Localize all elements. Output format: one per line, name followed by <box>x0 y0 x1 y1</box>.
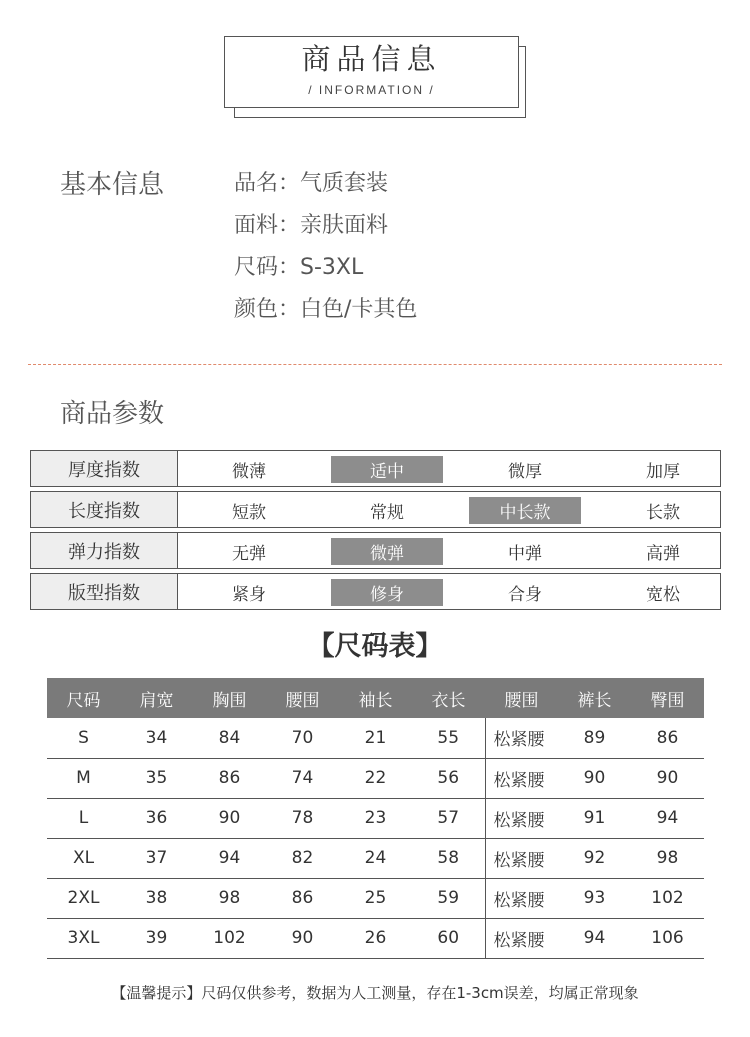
table-cell: 37 <box>120 838 193 878</box>
info-row-name <box>234 168 417 210</box>
param-label: 长度指数 <box>31 492 178 527</box>
column-header: 尺码 <box>47 678 120 718</box>
param-option: 微厚 <box>508 462 542 482</box>
info-label: 尺码： <box>234 255 301 280</box>
param-option: 紧身 <box>232 585 266 605</box>
param-options <box>178 533 720 568</box>
table-cell: 55 <box>412 718 485 758</box>
table-cell: 36 <box>120 798 193 838</box>
table-cell: 86 <box>266 878 339 918</box>
table-cell: S <box>47 718 120 758</box>
param-option: 常规 <box>370 503 404 523</box>
info-label: 品名： <box>234 171 301 196</box>
table-cell: 90 <box>558 758 631 798</box>
table-cell: 58 <box>412 838 485 878</box>
params-heading: 商品参数 <box>60 399 165 429</box>
table-cell: 松紧腰 <box>485 878 558 918</box>
param-row-fit <box>30 573 721 610</box>
table-cell: 86 <box>193 758 266 798</box>
table-row <box>47 838 704 878</box>
info-value: S-3XL <box>300 255 364 280</box>
param-label: 弹力指数 <box>31 533 178 568</box>
table-cell: 松紧腰 <box>485 918 558 958</box>
param-options <box>178 451 720 486</box>
table-cell: 21 <box>339 718 412 758</box>
param-option: 无弹 <box>232 544 266 564</box>
param-label: 厚度指数 <box>31 451 178 486</box>
table-cell: 86 <box>631 718 704 758</box>
header-box <box>224 36 519 108</box>
table-cell: 松紧腰 <box>485 718 558 758</box>
param-option: 微弹 <box>331 538 443 565</box>
section-divider <box>28 364 722 365</box>
table-cell: 57 <box>412 798 485 838</box>
table-cell: 102 <box>631 878 704 918</box>
table-cell: L <box>47 798 120 838</box>
table-row <box>47 798 704 838</box>
table-cell: 38 <box>120 878 193 918</box>
param-option: 适中 <box>331 456 443 483</box>
table-cell: 24 <box>339 838 412 878</box>
table-cell: 3XL <box>47 918 120 958</box>
table-row <box>47 918 704 958</box>
size-table <box>47 678 704 959</box>
param-options <box>178 574 720 609</box>
table-cell: 94 <box>193 838 266 878</box>
table-cell: 松紧腰 <box>485 838 558 878</box>
table-cell: 22 <box>339 758 412 798</box>
column-header: 臀围 <box>631 678 704 718</box>
table-cell: 92 <box>558 838 631 878</box>
table-cell: 93 <box>558 878 631 918</box>
table-cell: 34 <box>120 718 193 758</box>
column-header: 胸围 <box>193 678 266 718</box>
param-option: 合身 <box>508 585 542 605</box>
table-cell: 84 <box>193 718 266 758</box>
size-table-header <box>47 678 704 718</box>
table-cell: 39 <box>120 918 193 958</box>
table-row <box>47 718 704 758</box>
table-cell: 89 <box>558 718 631 758</box>
info-row-color <box>234 294 417 336</box>
param-row-elasticity <box>30 532 721 569</box>
size-chart-heading: 【尺码表】 <box>307 631 443 662</box>
table-row <box>47 758 704 798</box>
param-option: 宽松 <box>646 585 680 605</box>
table-cell: 23 <box>339 798 412 838</box>
param-options <box>178 492 720 527</box>
page-subtitle: / INFORMATION / <box>308 83 435 97</box>
table-cell: 102 <box>193 918 266 958</box>
table-cell: 56 <box>412 758 485 798</box>
table-cell: 70 <box>266 718 339 758</box>
basic-info-heading: 基本信息 <box>60 170 165 200</box>
info-label: 面料： <box>234 213 301 238</box>
column-header: 裤长 <box>558 678 631 718</box>
param-option: 中弹 <box>508 544 542 564</box>
table-cell: 松紧腰 <box>485 758 558 798</box>
column-header: 肩宽 <box>120 678 193 718</box>
column-header: 袖长 <box>339 678 412 718</box>
param-option: 短款 <box>232 503 266 523</box>
table-cell: 90 <box>266 918 339 958</box>
column-header: 腰围 <box>485 678 558 718</box>
table-cell: 90 <box>631 758 704 798</box>
table-cell: XL <box>47 838 120 878</box>
table-cell: 松紧腰 <box>485 798 558 838</box>
basic-info-list <box>234 168 417 336</box>
table-cell: 59 <box>412 878 485 918</box>
table-cell: 2XL <box>47 878 120 918</box>
column-header: 衣长 <box>412 678 485 718</box>
footnote: 【温馨提示】尺码仅供参考，数据为人工测量，存在1-3cm误差，均属正常现象 <box>111 984 639 1002</box>
table-cell: 94 <box>558 918 631 958</box>
table-cell: 91 <box>558 798 631 838</box>
table-cell: 98 <box>193 878 266 918</box>
table-cell: M <box>47 758 120 798</box>
column-header: 腰围 <box>266 678 339 718</box>
param-option: 修身 <box>331 579 443 606</box>
param-option: 微薄 <box>232 462 266 482</box>
info-value: 气质套装 <box>300 171 389 196</box>
table-cell: 98 <box>631 838 704 878</box>
info-value: 白色/卡其色 <box>300 297 418 322</box>
table-cell: 78 <box>266 798 339 838</box>
table-cell: 106 <box>631 918 704 958</box>
page-title: 商品信息 <box>301 42 442 76</box>
table-cell: 90 <box>193 798 266 838</box>
table-row <box>47 878 704 918</box>
table-cell: 25 <box>339 878 412 918</box>
info-row-size <box>234 252 417 294</box>
table-cell: 74 <box>266 758 339 798</box>
param-row-length <box>30 491 721 528</box>
info-label: 颜色： <box>234 297 301 322</box>
param-option: 高弹 <box>646 544 680 564</box>
param-option: 加厚 <box>646 462 680 482</box>
param-row-thickness <box>30 450 721 487</box>
table-cell: 60 <box>412 918 485 958</box>
info-value: 亲肤面料 <box>300 213 389 238</box>
param-option: 长款 <box>646 503 680 523</box>
param-label: 版型指数 <box>31 574 178 609</box>
table-cell: 82 <box>266 838 339 878</box>
table-cell: 26 <box>339 918 412 958</box>
table-cell: 94 <box>631 798 704 838</box>
param-option: 中长款 <box>469 497 581 524</box>
info-row-fabric <box>234 210 417 252</box>
table-cell: 35 <box>120 758 193 798</box>
